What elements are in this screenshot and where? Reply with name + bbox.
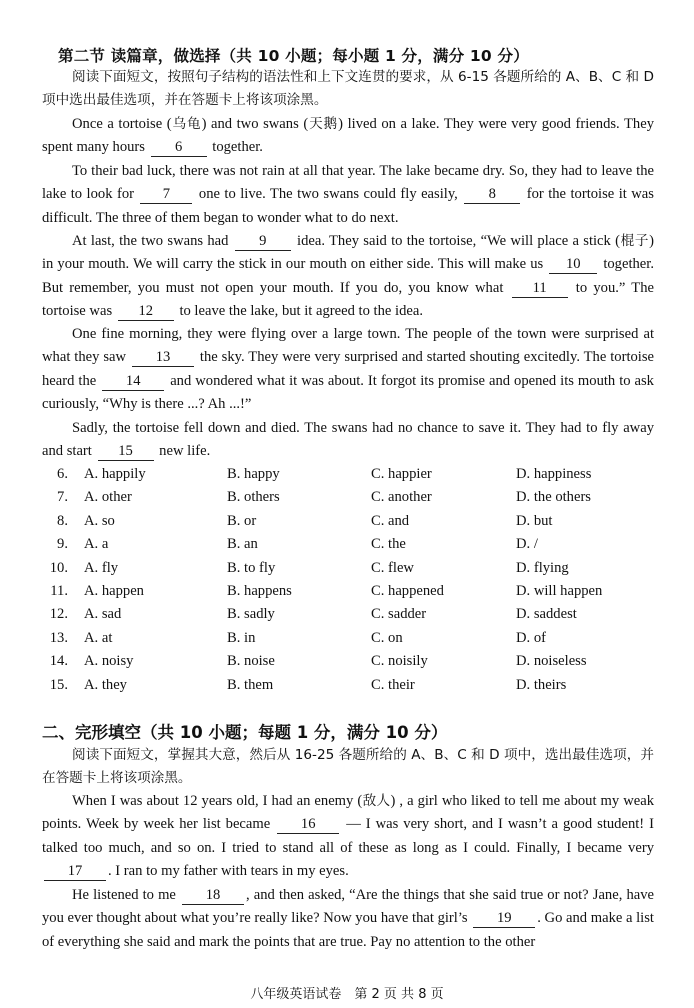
blank-16: 16: [277, 816, 339, 834]
blank-8: 8: [464, 186, 520, 204]
passage1-paragraph-1: Once a tortoise (乌龟) and two swans (天鹅) lived on a lake. They were very good friends. They spent many hours 6 together.: [42, 116, 655, 156]
option-row: 9. A. a B. an C. the D. /: [57, 536, 538, 553]
option-row: 13. A. at B. in C. on D. of: [49, 629, 546, 646]
instructions: 阅读下面短文，按照句子结构的语法性和上下文连贯的要求，从 6-15 各题所给的 A、B、C 和 D 项中选出最佳选项，并在答题卡上将该项涂黑。: [42, 69, 654, 109]
blank-9: 9: [235, 233, 291, 251]
page-footer: 八年级英语试卷 第 2 页 共 8 页: [250, 987, 444, 1002]
blank-10: 10: [549, 256, 597, 274]
blank-15: 15: [98, 443, 154, 461]
option-row: 12. A. sad B. sadly C. sadder D. saddest: [49, 606, 577, 623]
passage1-paragraph-5: Sadly, the tortoise fell down and died. The swans had no chance to save it. They had to fly away and start 15 new life.: [42, 420, 654, 460]
blank-11: 11: [512, 280, 568, 298]
passage2-paragraph-1: When I was about 12 years old, I had an enemy (敌人) , a girl who liked to tell me about my weak points. Week by week her list became 16 — I was very short, and I wasn’t a good student! I talked too much, and so on. I tried to stand all of these as long as I could. Finally, I became very 17 . I ran to my father with tears in my eyes.: [42, 793, 654, 880]
part2-title: 二、完形填空（共 10 小题；每题 1 分，满分 10 分）: [42, 723, 448, 742]
blank-7: 7: [140, 186, 192, 204]
option-row: 7. A. other B. others C. another D. the others: [57, 489, 591, 506]
section-title: 第二节 读篇章，做选择（共 10 小题；每小题 1 分，满分 10 分）: [58, 47, 529, 65]
part2-instructions: 阅读下面短文，掌握其大意，然后从 16-25 各题所给的 A、B、C 和 D 项中，选出最佳选项，并在答题卡上将该项涂黑。: [42, 747, 654, 787]
blank-19: 19: [473, 910, 535, 928]
blank-18: 18: [182, 887, 244, 905]
blank-6: 6: [151, 139, 207, 157]
passage2-paragraph-2: He listened to me 18 , and then asked, “Are the things that she said true or not? Jane, have you ever thought about what you’re really like? Now you have that girl’s 19 . Go and make a list of everything she said and mark the points that are true. Pay no attention to the other: [42, 887, 654, 950]
passage1-paragraph-4: One fine morning, they were flying over a large town. The people of the town were surprised at what they saw 13 the sky. They were very surprised and started shouting excitedly. The tortoise heard the 14 and wondered what it was about. It forgot its promise and opened its mouth to ask curiously, “Why is there ...? Ah ...!”: [42, 326, 655, 413]
option-row: 6. A. happily B. happy C. happier D. happiness: [57, 466, 592, 482]
passage1-paragraph-3: At last, the two swans had 9 idea. They said to the tortoise, “We will place a stick (棍子) in your mouth. We will carry the stick in our mouth on either side. This will make us 10 together. But remember, you must not open your mouth. If you do, you know what 11 to you.” The tortoise was 12 to leave the lake, but it agreed to the idea.: [42, 233, 654, 320]
blank-14: 14: [102, 373, 164, 391]
options-table: [42, 463, 662, 697]
blank-12: 12: [118, 303, 174, 321]
passage1-paragraph-2: To their bad luck, there was not rain at all that year. The lake became dry. So, they had to leave the lake to look for 7 one to live. The two swans could fly easily, 8 for the tortoise it was difficult. The three of them began to wonder what to do next.: [42, 163, 654, 226]
option-row: 10. A. fly B. to fly C. flew D. flying: [49, 559, 569, 576]
option-row: 14. A. noisy B. noise C. noisily D. noiseless: [49, 653, 587, 670]
option-row: 15. A. they B. them C. their D. theirs: [49, 676, 567, 693]
blank-13: 13: [132, 349, 194, 367]
option-row: 8. A. so B. or C. and D. but: [57, 512, 553, 529]
option-row: 11. A. happen B. happens C. happened D. will happen: [50, 582, 603, 599]
blank-17: 17: [44, 863, 106, 881]
